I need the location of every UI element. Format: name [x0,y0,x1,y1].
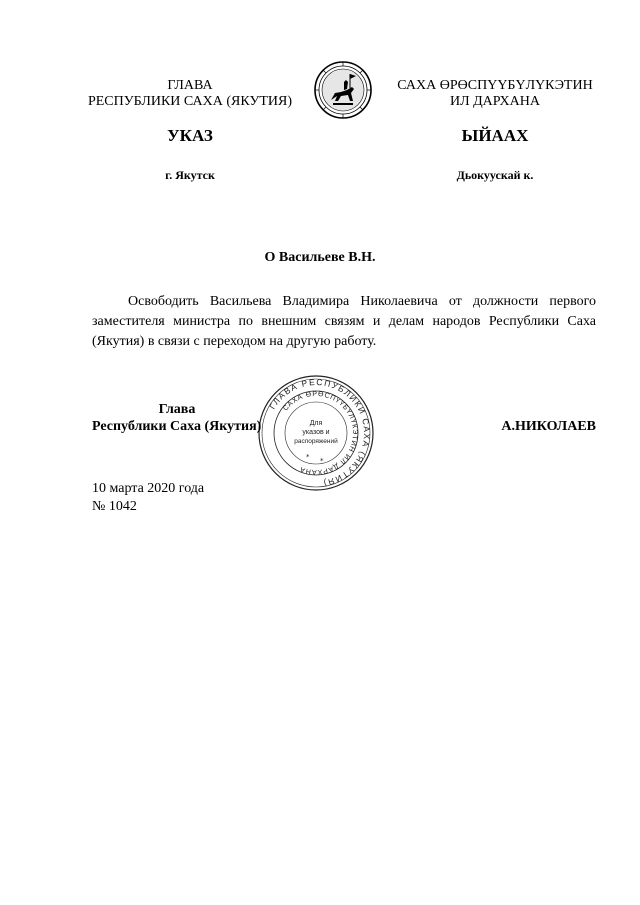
svg-text:*: * [320,457,324,465]
header-right [390,78,600,110]
svg-text:*: * [306,453,310,461]
doc-type-left: УКАЗ [167,126,213,145]
signature-title-line1: Глава [158,402,196,417]
city-right: Дьокуускай к. [456,168,534,182]
header-left-line2: РЕСПУБЛИКИ САХА (ЯКУТИЯ) [87,94,293,109]
header-right-line2: ИЛ ДАРХАНА [449,94,540,109]
stamp-center-line2: указов и [302,429,330,436]
document-number: № 1042 [92,499,137,514]
stamp-outer-text: ГЛАВА РЕСПУБЛИКИ САХА (ЯКУТИЯ) [267,376,373,489]
coat-of-arms-emblem [313,60,373,120]
stamp-inner-text: САХА ӨРӨСПҮҮБҮЛҮКЭТИН ИЛ ДАРХАНА [282,390,359,476]
doc-type-right: ЫЙААХ [461,126,529,145]
header-left [80,78,300,110]
stamp-seal-icon [256,373,376,493]
header-right-line1: САХА ӨРӨСПҮҮБҮЛҮКЭТИН [397,78,593,93]
document-subject: О Васильеве В.Н. [264,250,376,265]
signature-title-line2: Республики Саха (Якутия) [92,419,262,434]
emblem-icon [313,60,373,120]
stamp-center-line1: Для [309,420,323,427]
document-date: 10 марта 2020 года [92,481,205,496]
signatory-name: А.НИКОЛАЕВ [501,419,596,434]
header-left-line1: ГЛАВА [167,78,213,93]
city-left: г. Якутск [165,168,215,182]
official-stamp [256,373,376,493]
stamp-center-line3: распоряжений [294,438,338,445]
document-body: Освободить Васильева Владимира Николаевича от должности первого заместителя министра по внешним связям и делам народов Республики Саха (Якутия) в связи с переходом на другую работу. [92,294,596,349]
